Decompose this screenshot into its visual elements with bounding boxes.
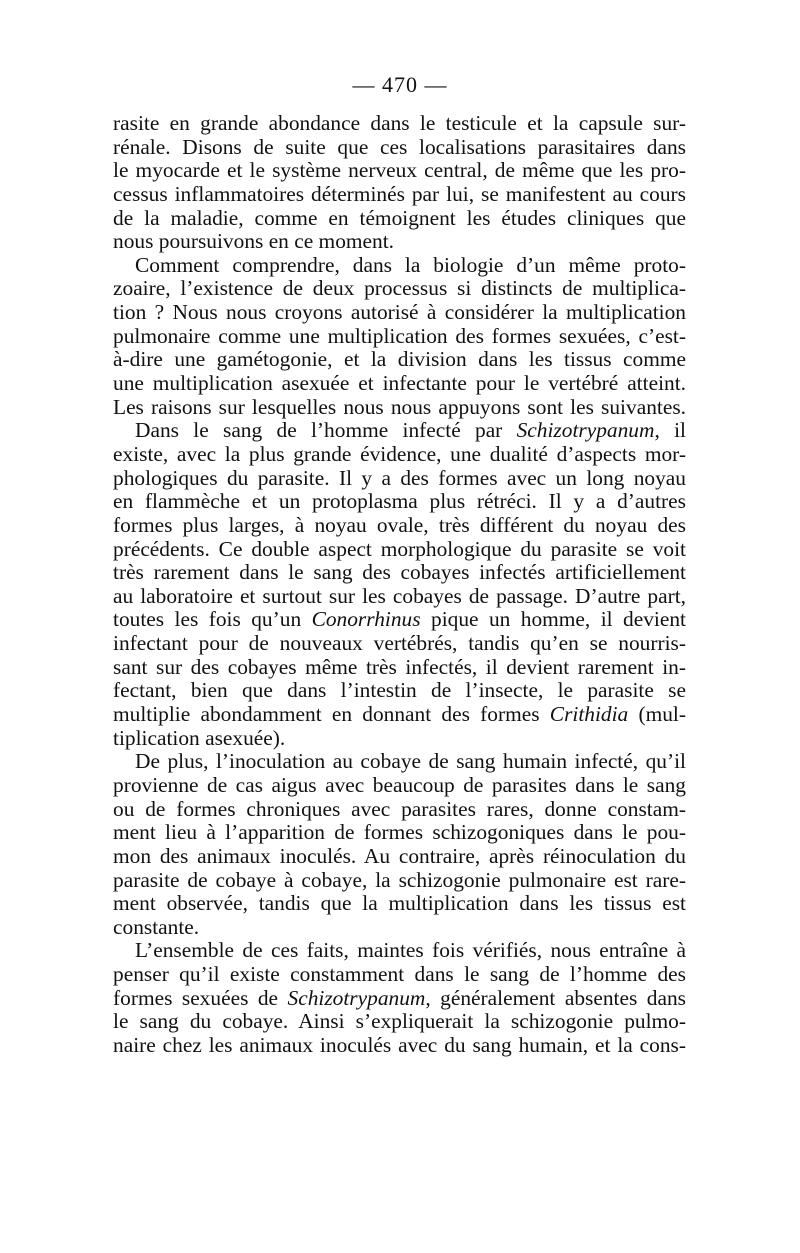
text-line: le myocarde et le système nerveux central, de même que les pro- (113, 158, 686, 183)
text-line: Comment comprendre, dans la biologie d’un même proto- (135, 252, 686, 277)
text-line: zoaire, l’existence de deux processus si distincts de multiplica- (113, 276, 686, 301)
text-line: tiplication asexuée). (113, 725, 286, 750)
text-line: le sang du cobaye. Ainsi s’expliquerait la schizogonie pulmo- (113, 1009, 686, 1034)
paragraph-1 (113, 112, 686, 254)
text-line: De plus, l’inoculation au cobaye de sang humain infecté, qu’il (135, 749, 686, 774)
text-line: fectant, bien que dans l’intestin de l’insecte, le parasite se (113, 678, 686, 703)
text-line: Dans le sang de l’homme infecté par Schizotrypanum, il (135, 418, 686, 443)
page-number: — 470 — (352, 72, 448, 97)
text-line: rénale. Disons de suite que ces localisations parasitaires dans (113, 134, 686, 159)
text-line: L’ensemble de ces faits, maintes fois vérifiés, nous entraîne à (135, 938, 686, 963)
text-line: provienne de cas aigus avec beaucoup de parasites dans le sang (113, 772, 686, 797)
body-text (113, 112, 686, 1058)
text-line: précédents. Ce double aspect morphologique du parasite se voit (113, 536, 686, 561)
paragraph-2 (113, 254, 686, 419)
text-line: de la maladie, comme en témoignent les études cliniques que (113, 205, 686, 230)
text-line: très rarement dans le sang des cobayes infectés artificiellement (113, 560, 686, 585)
text-line: nous poursuivons en ce moment. (113, 229, 395, 254)
text-line: formes sexuées de Schizotrypanum, généralement absentes dans (113, 985, 686, 1010)
italic-term: Schizotrypanum (516, 418, 655, 443)
text-line: rasite en grande abondance dans le testicule et la capsule sur- (113, 111, 686, 135)
paragraph-3 (113, 419, 686, 750)
text-line: phologiques du parasite. Il y a des formes avec un long noyau (113, 465, 686, 490)
paragraph-5 (113, 939, 686, 1057)
text-line: Les raisons sur lesquelles nous nous appuyons sont les suivantes. (113, 394, 686, 419)
text-line: naire chez les animaux inoculés avec du sang humain, et la cons- (113, 1032, 686, 1057)
text-line: une multiplication asexuée et infectante pour le vertébré atteint. (113, 371, 686, 396)
text-line: infectant pour de nouveaux vertébrés, tandis qu’en se nourris- (113, 631, 686, 656)
text-line: constante. (113, 914, 200, 939)
italic-term: Schizotrypanum (287, 985, 426, 1010)
text-line: ment observée, tandis que la multiplication dans les tissus est (113, 891, 686, 916)
text-line: multiplie abondamment en donnant des formes Crithidia (mul- (113, 702, 686, 727)
text-line: parasite de cobaye à cobaye, la schizogonie pulmonaire est rare- (113, 867, 686, 892)
text-line: toutes les fois qu’un Conorrhinus pique un homme, il devient (113, 607, 686, 632)
text-line: pulmonaire comme une multiplication des formes sexuées, c’est- (113, 323, 686, 348)
text-line: en flammèche et un protoplasma plus rétréci. Il y a d’autres (113, 489, 686, 514)
text-line: au laboratoire et surtout sur les cobayes de passage. D’autre part, (113, 583, 686, 608)
text-line: cessus inflammatoires déterminés par lui, se manifestent au cours (113, 181, 686, 206)
text-line: formes plus larges, à noyau ovale, très différent du noyau des (113, 512, 686, 537)
text-line: tion ? Nous nous croyons autorisé à considérer la multiplication (113, 300, 686, 325)
text-line: existe, avec la plus grande évidence, une dualité d’aspects mor- (113, 441, 686, 466)
text-line: à-dire une gamétogonie, et la division dans les tissus comme (113, 347, 686, 372)
italic-term: Crithidia (549, 702, 629, 727)
text-line: ou de formes chroniques avec parasites rares, donne constam- (113, 796, 686, 821)
italic-term: Conorrhinus (311, 607, 421, 632)
text-line: mon des animaux inoculés. Au contraire, après réinoculation du (113, 843, 686, 868)
text-line: penser qu’il existe constamment dans le sang de l’homme des (113, 962, 686, 987)
text-line: sant sur des cobayes même très infectés, il devient rarement in- (113, 654, 686, 679)
paragraph-4 (113, 750, 686, 939)
text-line: ment lieu à l’apparition de formes schizogoniques dans le pou- (113, 820, 686, 845)
